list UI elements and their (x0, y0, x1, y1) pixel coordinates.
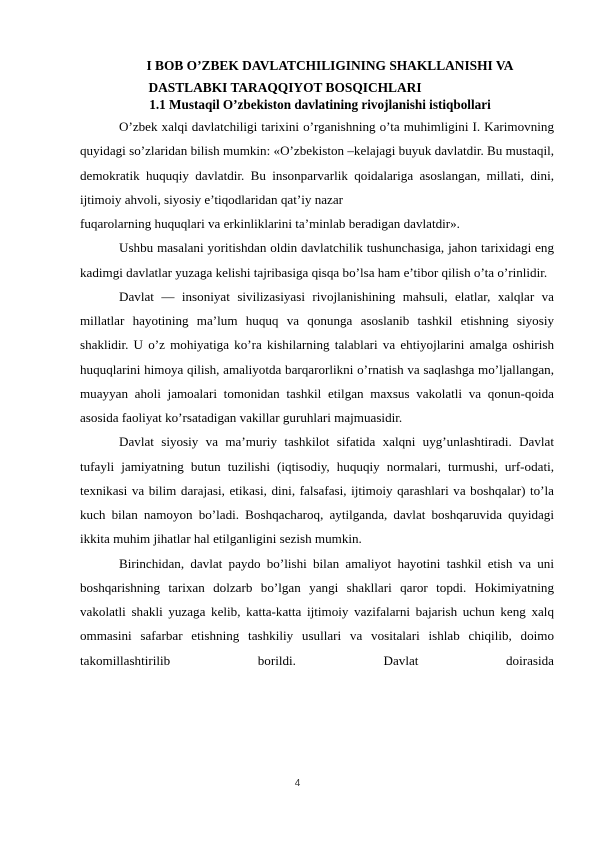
page-number: 4 (294, 778, 301, 789)
paragraph-5: Birinchidan, davlat paydo bo’lishi bilan amaliyot hayotini tashkil etish va uni boshqarishning tarixan dolzarb bo’lgan yangi shakllari qaror topdi. Hokimiyatning vakolatli shakli yuzaga kelib, katta-katta ijtimoiy vazifalarni bajarish uchun keng xalq ommasini safarbar etishning tashkiliy usullari va vositalari ishlab chiqilib, doimo takomillashtirilib borildi. Davlat doirasida (80, 555, 554, 668)
paragraph-3: Davlat — insoniyat sivilizasiyasi rivojlanishining mahsuli, elatlar, xalqlar va millatlar hayotining ma’lum huquq va qonunga asoslanib tashkil etishning siyosiy shaklidir. U o’z mohiyatiga ko’ra kishilarning talablari va ehtiyojlarini amalga oshirish huquqlarini himoya qilish, amaliyotda barqarorlikni o’rnatish va saqlashga mo’ljallangan, muayyan aholi jamoalari tomonidan tashkil etilgan maxsus vakolatli va qonun-qoida asosida faoliyat ko’rsatadigan vakillar guruhlari majmuasidir. (80, 288, 554, 425)
paragraph-4: Davlat siyosiy va ma’muriy tashkilot sifatida xalqni uyg’unlashtiradi. Davlat tufayli jamiyatning butun tuzilishi (iqtisodiy, huquqiy normalari, turmushi, urf-odati, texnikasi va bilim darajasi, etikasi, dini, falsafasi, ijtimoiy qarashlari va boshqalar) to’la kuch bilan namoyon bo’ladi. Boshqacharoq, aytilganda, davlat boshqaruvida quyidagi ikkita muhim jihatlar hal etilganligini sezish mumkin. (80, 434, 554, 547)
paragraph-1-continuation: fuqarolarning huquqlari va erkinliklarini ta’minlab beradigan davlatdir». (80, 216, 460, 231)
chapter-title-line-1: I BOB O’ZBEK DAVLATCHILIGINING SHAKLLANISHI VA (146, 58, 514, 73)
section-title: 1.1 Mustaqil O’zbekiston davlatining rivojlanishi istiqbollari (149, 97, 491, 112)
paragraph-2: Ushbu masalani yoritishdan oldin davlatchilik tushunchasiga, jahon tarixidagi eng kadimgi davlatlar yuzaga kelishi tajribasiga qisqa bo’lsa ham e’tibor qilish o’ta o’rinlidir. (80, 240, 554, 280)
chapter-title-line-2: DASTLABKI TARAQQIYOT BOSQICHLARI (148, 80, 422, 95)
paragraph-1: O’zbek xalqi davlatchiligi tarixini o’rganishning o’ta muhimligini I. Karimovning quyidagi so’zlaridan bilish mumkin: «O’zbekiston –kelajagi buyuk davlatdir. Bu mustaqil, demokratik huquqiy davlatdir. Bu insonparvarlik qoidalariga asoslangan, millati, dini, ijtimoiy ahvoli, siyosiy e’tiqodlaridan qat’iy nazar (80, 119, 554, 207)
body-text (80, 115, 554, 673)
